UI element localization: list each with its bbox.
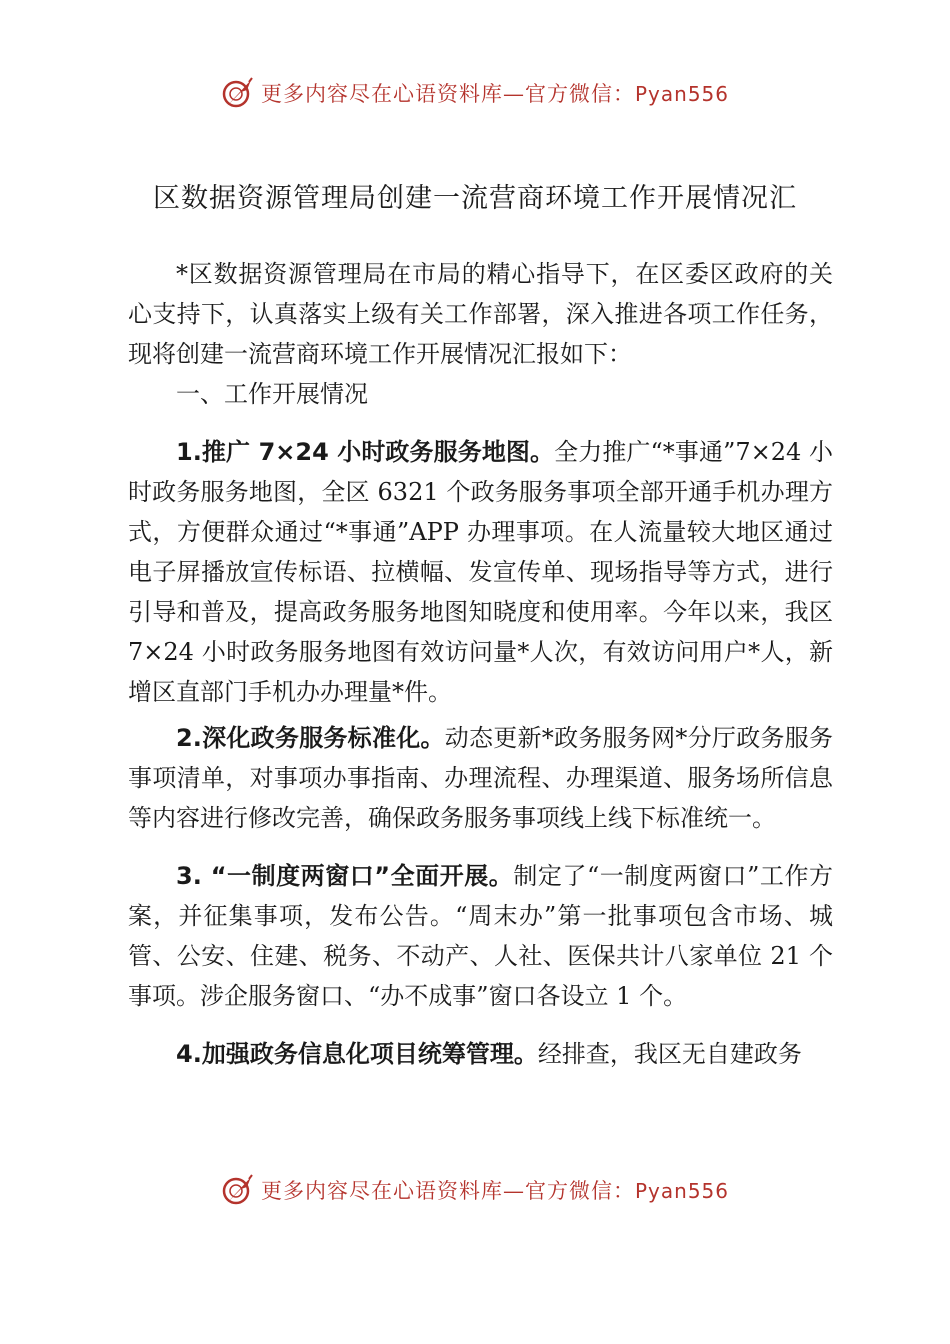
item-body-4: 经排查，我区无自建政务 — [537, 1040, 802, 1068]
document-body — [128, 254, 833, 1074]
item-body-1: 全力推广“*事通”7×24 小时政务服务地图，全区 6321 个政务服务事项全部开通手机办理方式，方便群众通过“*事通”APP 办理事项。在人流量较大地区通过电子屏播放宣传标语、拉横幅、发宣传单、现场指导等方式，进行引导和普及，提高政务服务地图知晓度和使用率。今年以来，我区 7×24 小时政务服务地图有效访问量*人次，有效访问用户*人，新增区直部门手机办办理量*件。 — [128, 438, 834, 706]
item-paragraph-2 — [128, 718, 833, 838]
watermark-wechat-id: Pyan556 — [634, 82, 729, 106]
quill-logo-icon — [221, 1173, 255, 1207]
item-lead-4: 4.加强政务信息化项目统筹管理。 — [176, 1040, 538, 1068]
watermark-text: 更多内容尽在心语资料库—官方微信：Pyan556 — [260, 82, 729, 106]
item-lead-1: 1.推广 7×24 小时政务服务地图。 — [176, 438, 555, 466]
footer-watermark — [0, 1170, 950, 1210]
item-body-3: 制定了“一制度两窗口”工作方案，并征集事项，发布公告。“周末办”第一批事项包含市场、城管、公安、住建、税务、不动产、人社、医保共计八家单位 21 个事项。涉企服务窗口、“办不成事”窗口各设立 1 个。 — [128, 862, 833, 1010]
quill-logo-icon — [221, 76, 255, 110]
header-watermark — [0, 73, 950, 113]
document-title: 区数据资源管理局创建一流营商环境工作开展情况汇 — [153, 183, 797, 214]
section-heading: 一、工作开展情况 — [176, 380, 368, 408]
watermark-wechat-id: Pyan556 — [634, 1179, 729, 1203]
item-lead-2: 2.深化政务服务标准化。 — [176, 724, 445, 752]
item-body-2: 动态更新*政务服务网*分厅政务服务事项清单，对事项办事指南、办理流程、办理渠道、服务场所信息等内容进行修改完善，确保政务服务事项线上线下标准统一。 — [128, 724, 833, 832]
item-paragraph-4 — [128, 1034, 833, 1074]
item-paragraph-3 — [128, 856, 833, 1016]
item-lead-3: 3. “一制度两窗口”全面开展。 — [176, 862, 514, 890]
watermark-text: 更多内容尽在心语资料库—官方微信：Pyan556 — [260, 1179, 729, 1203]
item-paragraph-1 — [128, 432, 833, 712]
intro-paragraph: *区数据资源管理局在市局的精心指导下，在区委区政府的关心支持下，认真落实上级有关工作部署，深入推进各项工作任务，现将创建一流营商环境工作开展情况汇报如下： — [128, 260, 833, 368]
